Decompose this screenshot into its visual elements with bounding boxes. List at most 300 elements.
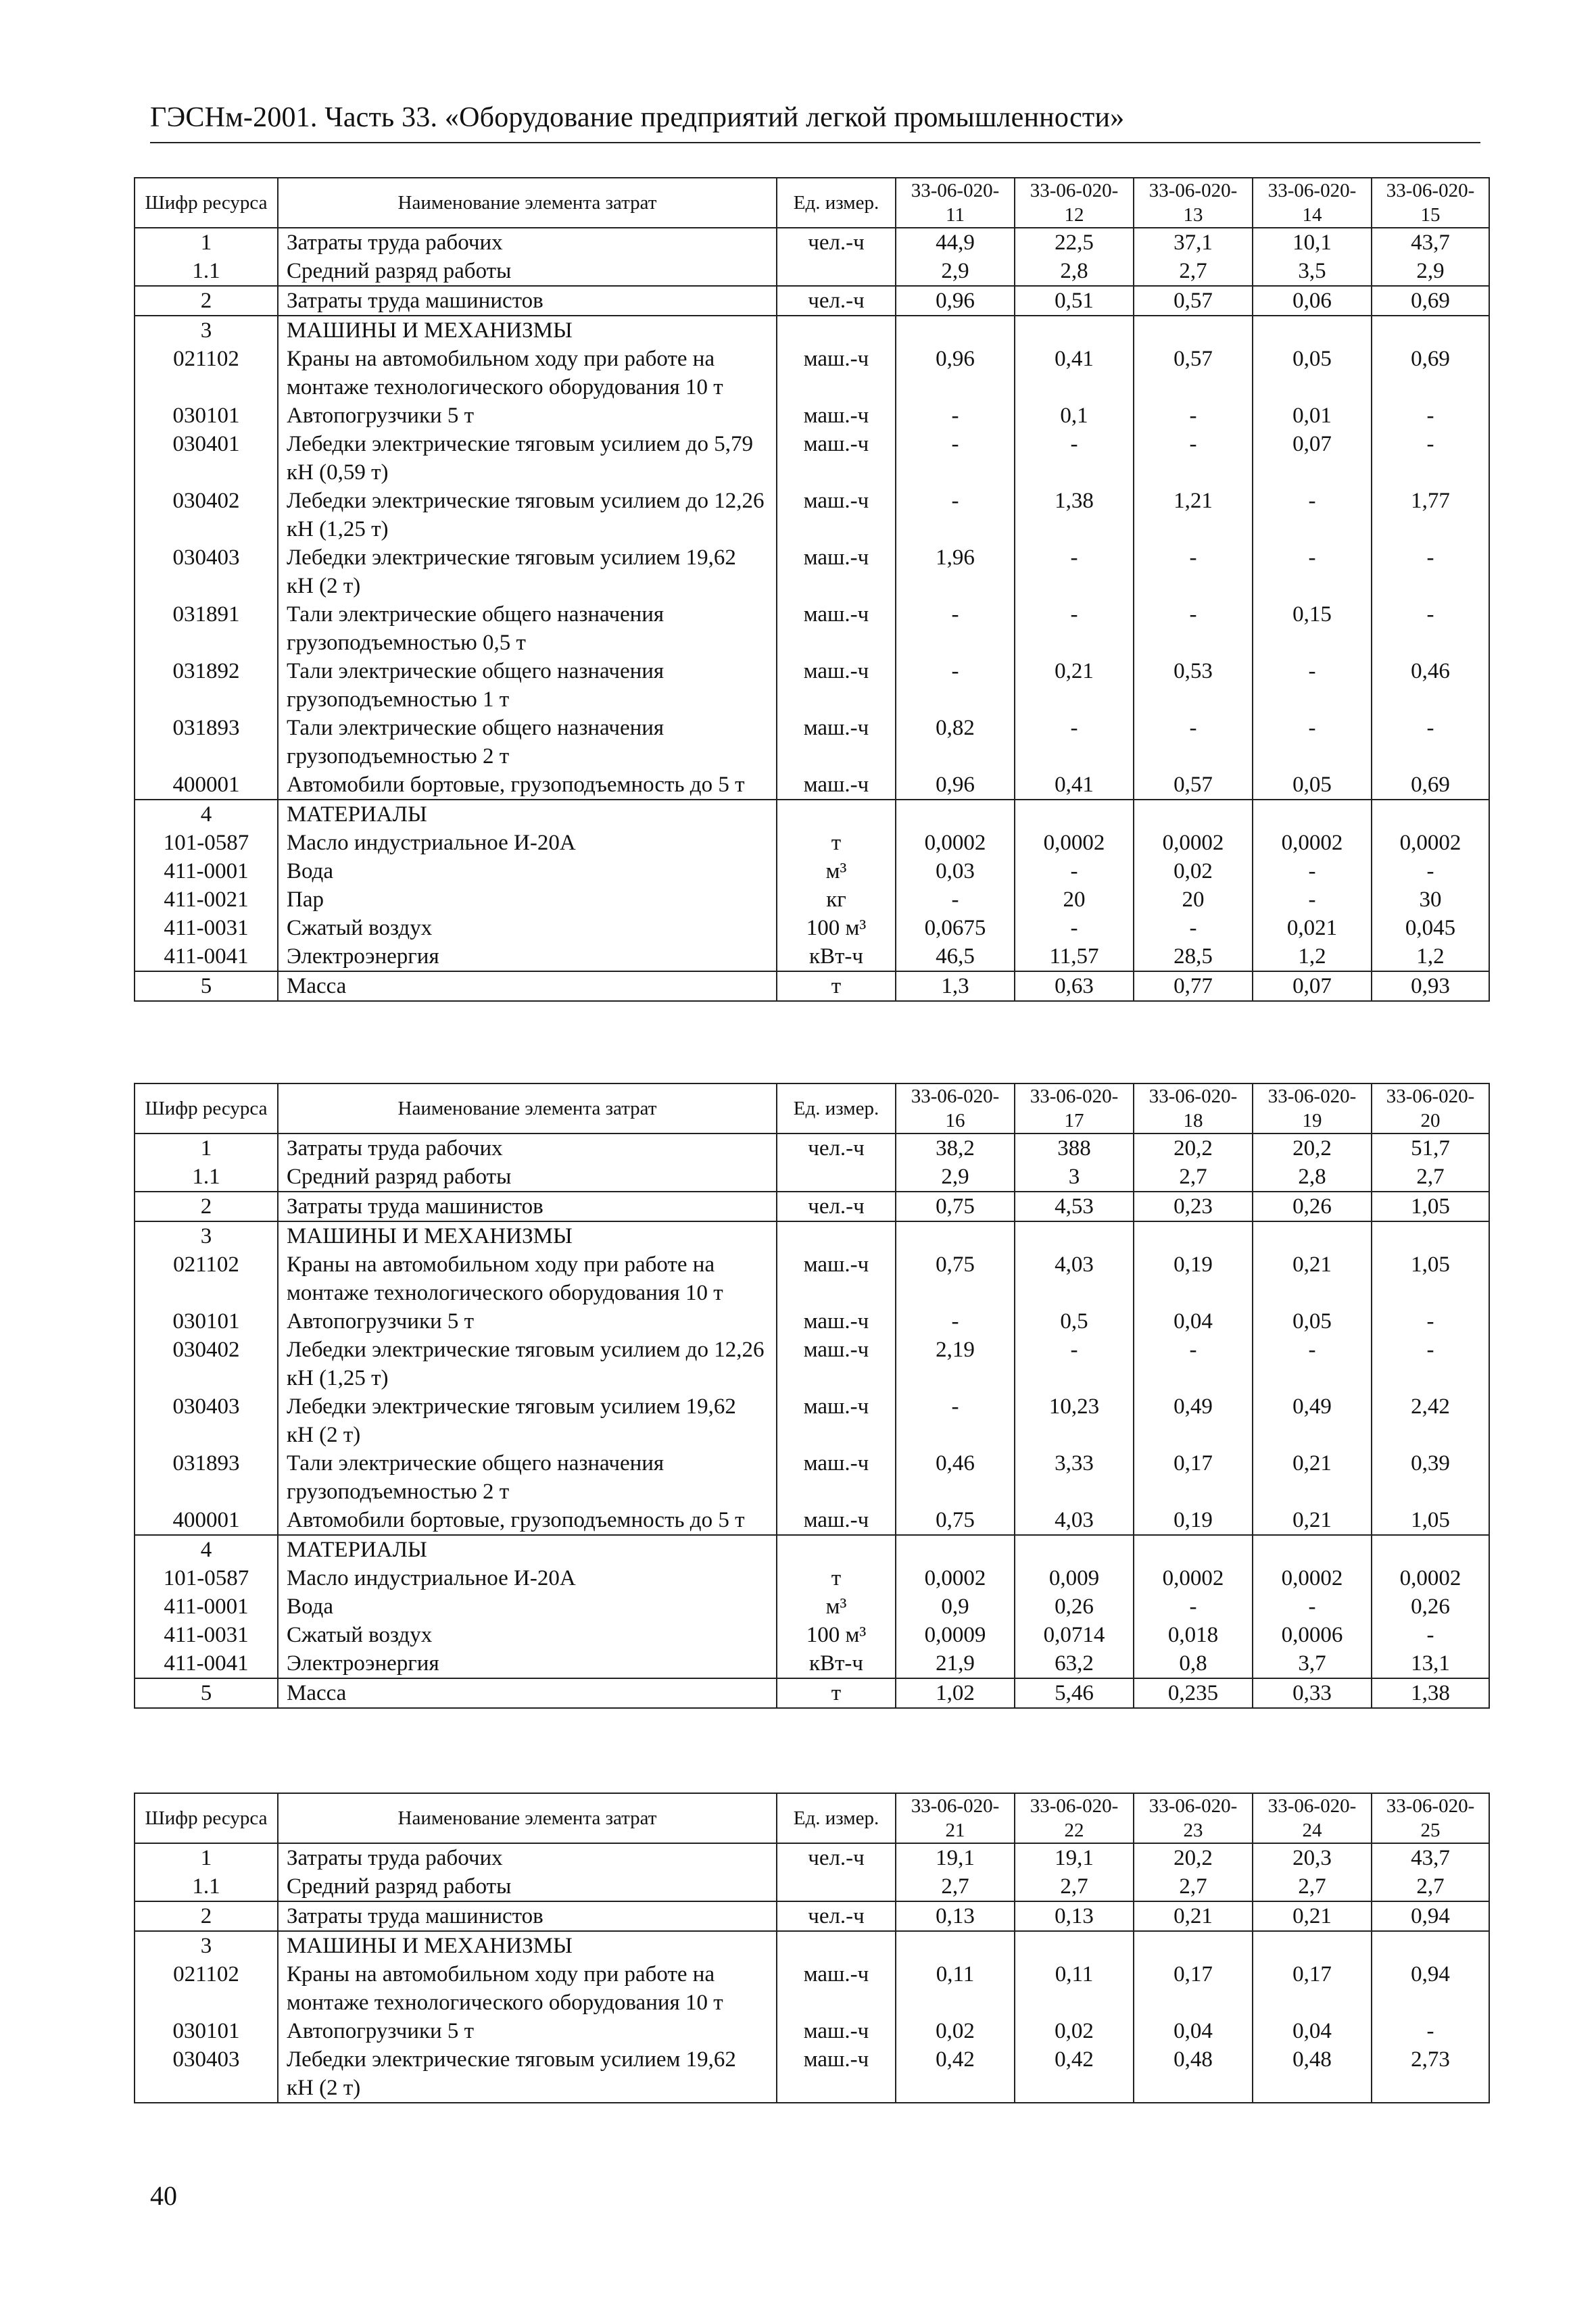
value-cell: 0,96 [896,286,1015,316]
unit-cell [777,1872,896,1901]
value-cell: 0,0002 [1253,829,1372,857]
resource-code: 411-0031 [135,1621,278,1649]
value-cell: 0,17 [1134,1960,1253,2017]
table-row [135,1678,1489,1708]
value-cell: 0,045 [1372,914,1489,942]
value-cell [1015,1931,1134,1960]
cost-element-name: Пар [278,885,777,914]
value-cell: 2,7 [1134,257,1253,286]
page-header: ГЭСНм-2001. Часть 33. «Оборудование предприятий легкой промышленности» [150,102,1125,133]
cost-element-name: Лебедки электрические тяговым усилием до 12,26 кН (1,25 т) [278,1336,777,1392]
value-cell: - [1134,714,1253,771]
value-cell: - [896,487,1015,543]
resource-code: 021102 [135,345,278,401]
header-norm-code: 33-06-020-20 [1372,1083,1489,1134]
value-cell: 0,13 [896,1901,1015,1931]
unit-cell: чел.-ч [777,1134,896,1163]
value-cell: 0,96 [896,771,1015,800]
value-cell: 1,2 [1253,942,1372,971]
value-cell: 0,39 [1372,1449,1489,1506]
unit-cell: маш.-ч [777,1392,896,1449]
value-cell: 0,63 [1015,971,1134,1001]
value-cell: 20,2 [1253,1134,1372,1163]
value-cell: 1,38 [1372,1678,1489,1708]
cost-element-name: Затраты труда машинистов [278,286,777,316]
value-cell: 0,05 [1253,345,1372,401]
value-cell: 0,75 [896,1192,1015,1221]
value-cell: 4,53 [1015,1192,1134,1221]
header-norm-code: 33-06-020-21 [896,1793,1015,1843]
value-cell [1015,800,1134,829]
resource-code: 411-0041 [135,1649,278,1678]
cost-element-name: МАШИНЫ И МЕХАНИЗМЫ [278,1221,777,1250]
value-cell: 0,235 [1134,1678,1253,1708]
cost-element-name: Масло индустриальное И-20А [278,829,777,857]
value-cell [1372,1221,1489,1250]
cost-element-name: Тали электрические общего назначения грузоподъемностью 2 т [278,714,777,771]
unit-cell: маш.-ч [777,2045,896,2103]
value-cell: 0,9 [896,1592,1015,1621]
header-resource-code: Шифр ресурса [135,178,278,228]
unit-cell: маш.-ч [777,1449,896,1506]
value-cell: 0,82 [896,714,1015,771]
header-norm-code: 33-06-020-18 [1134,1083,1253,1134]
header-cost-element: Наименование элемента затрат [278,178,777,228]
value-cell: 0,75 [896,1250,1015,1307]
value-cell: - [1372,1307,1489,1336]
unit-cell: маш.-ч [777,1336,896,1392]
resource-code: 021102 [135,1960,278,2017]
unit-cell: маш.-ч [777,1250,896,1307]
resource-code: 3 [135,316,278,345]
value-cell: 1,3 [896,971,1015,1001]
value-cell: 22,5 [1015,228,1134,257]
table-row [135,543,1489,600]
value-cell [1253,1221,1372,1250]
value-cell: - [896,401,1015,430]
table-row [135,487,1489,543]
unit-cell: т [777,1678,896,1708]
value-cell [1372,1535,1489,1564]
value-cell: 0,0714 [1015,1621,1134,1649]
value-cell: 10,1 [1253,228,1372,257]
value-cell: - [1372,857,1489,885]
resource-code: 101-0587 [135,1564,278,1592]
value-cell: 1,21 [1134,487,1253,543]
unit-cell: маш.-ч [777,487,896,543]
value-cell: 0,48 [1253,2045,1372,2103]
value-cell: 0,021 [1253,914,1372,942]
value-cell: 30 [1372,885,1489,914]
unit-cell: т [777,829,896,857]
value-cell: 2,73 [1372,2045,1489,2103]
cost-element-name: Автопогрузчики 5 т [278,1307,777,1336]
value-cell: - [1372,600,1489,657]
unit-cell: чел.-ч [777,228,896,257]
resource-code: 031893 [135,1449,278,1506]
value-cell: 0,04 [1253,2017,1372,2045]
header-norm-code: 33-06-020-14 [1253,178,1372,228]
value-cell: 46,5 [896,942,1015,971]
unit-cell: кВт-ч [777,942,896,971]
value-cell: - [1134,914,1253,942]
value-cell: 0,0002 [1134,1564,1253,1592]
value-cell [1253,1931,1372,1960]
cost-element-name: Краны на автомобильном ходу при работе на монтаже технологического оборудования 10 т [278,1960,777,2017]
resource-code: 030101 [135,401,278,430]
value-cell: 0,26 [1372,1592,1489,1621]
value-cell: - [896,1392,1015,1449]
unit-cell: маш.-ч [777,2017,896,2045]
value-cell: 1,77 [1372,487,1489,543]
value-cell: 20,2 [1134,1843,1253,1872]
table-row [135,1250,1489,1307]
value-cell: 19,1 [1015,1843,1134,1872]
unit-cell [777,1931,896,1960]
value-cell [896,1535,1015,1564]
table-row [135,800,1489,829]
value-cell: 2,19 [896,1336,1015,1392]
value-cell [1134,1221,1253,1250]
table-row [135,316,1489,345]
resource-code: 411-0001 [135,857,278,885]
value-cell: - [1372,430,1489,487]
value-cell: 21,9 [896,1649,1015,1678]
value-cell [1253,1535,1372,1564]
value-cell: 0,93 [1372,971,1489,1001]
resource-code: 031891 [135,600,278,657]
value-cell: 20 [1015,885,1134,914]
value-cell: 2,7 [1253,1872,1372,1901]
unit-cell: маш.-ч [777,1307,896,1336]
page-number: 40 [150,2180,177,2211]
table-row [135,1307,1489,1336]
value-cell: 2,8 [1253,1163,1372,1192]
value-cell: 0,21 [1253,1506,1372,1535]
value-cell: 1,02 [896,1678,1015,1708]
table-row [135,1564,1489,1592]
value-cell: 11,57 [1015,942,1134,971]
unit-cell: м³ [777,1592,896,1621]
table-row [135,1649,1489,1678]
unit-cell: маш.-ч [777,1960,896,2017]
value-cell: - [1015,857,1134,885]
unit-cell [777,257,896,286]
cost-element-name: Автомобили бортовые, грузоподъемность до 5 т [278,771,777,800]
value-cell: - [1015,914,1134,942]
value-cell: 0,0675 [896,914,1015,942]
value-cell: 0,07 [1253,430,1372,487]
header-norm-code: 33-06-020-11 [896,178,1015,228]
header-unit: Ед. измер. [777,178,896,228]
value-cell: 0,53 [1134,657,1253,714]
value-cell: - [1134,543,1253,600]
unit-cell: м³ [777,857,896,885]
value-cell: 0,0002 [1015,829,1134,857]
cost-element-name: Масса [278,971,777,1001]
resource-code: 1 [135,1134,278,1163]
resource-code: 400001 [135,771,278,800]
table-row [135,600,1489,657]
value-cell: 44,9 [896,228,1015,257]
value-cell [1134,1535,1253,1564]
value-cell [896,316,1015,345]
value-cell: - [1253,1336,1372,1392]
value-cell [1134,800,1253,829]
value-cell: 0,02 [896,2017,1015,2045]
cost-element-name: Автомобили бортовые, грузоподъемность до 5 т [278,1506,777,1535]
value-cell: 0,49 [1253,1392,1372,1449]
resource-code: 400001 [135,1506,278,1535]
value-cell: 10,23 [1015,1392,1134,1449]
cost-element-name: Электроэнергия [278,942,777,971]
value-cell: 2,9 [896,257,1015,286]
resource-code: 1 [135,1843,278,1872]
cost-element-name: Средний разряд работы [278,1163,777,1192]
cost-element-name: Лебедки электрические тяговым усилием 19,62 кН (2 т) [278,2045,777,2103]
table-row [135,1901,1489,1931]
value-cell: 0,07 [1253,971,1372,1001]
value-cell: 0,46 [896,1449,1015,1506]
value-cell: 28,5 [1134,942,1253,971]
unit-cell [777,1221,896,1250]
table-row [135,885,1489,914]
value-cell [1015,316,1134,345]
value-cell: - [1372,714,1489,771]
cost-element-name: Тали электрические общего назначения грузоподъемностью 1 т [278,657,777,714]
value-cell: 0,1 [1015,401,1134,430]
value-cell: 1,05 [1372,1250,1489,1307]
unit-cell [777,1163,896,1192]
cost-element-name: Лебедки электрические тяговым усилием до 12,26 кН (1,25 т) [278,487,777,543]
value-cell: 63,2 [1015,1649,1134,1678]
value-cell: 0,0002 [1372,1564,1489,1592]
value-cell: 2,42 [1372,1392,1489,1449]
value-cell: 0,77 [1134,971,1253,1001]
value-cell: 1,05 [1372,1192,1489,1221]
value-cell: 0,02 [1015,2017,1134,2045]
resource-code: 1 [135,228,278,257]
value-cell: 3,5 [1253,257,1372,286]
value-cell: 0,009 [1015,1564,1134,1592]
resource-code: 1.1 [135,257,278,286]
value-cell: - [1253,885,1372,914]
cost-element-name: Средний разряд работы [278,1872,777,1901]
value-cell: 0,26 [1015,1592,1134,1621]
table-row [135,401,1489,430]
value-cell: 0,13 [1015,1901,1134,1931]
value-cell: 0,69 [1372,345,1489,401]
table-row [135,228,1489,257]
resource-code: 2 [135,286,278,316]
value-cell: - [1015,714,1134,771]
table-row [135,914,1489,942]
value-cell: - [1015,1336,1134,1392]
unit-cell: маш.-ч [777,657,896,714]
value-cell: 2,7 [896,1872,1015,1901]
value-cell: 0,19 [1134,1250,1253,1307]
unit-cell [777,316,896,345]
resource-code: 411-0001 [135,1592,278,1621]
header-norm-code: 33-06-020-25 [1372,1793,1489,1843]
resource-code: 030403 [135,2045,278,2103]
value-cell: 0,42 [1015,2045,1134,2103]
unit-cell: чел.-ч [777,286,896,316]
resource-table-1 [134,177,1490,1002]
resource-code: 5 [135,971,278,1001]
value-cell: 20,2 [1134,1134,1253,1163]
value-cell: 3,7 [1253,1649,1372,1678]
table-row [135,1163,1489,1192]
value-cell: 0,26 [1253,1192,1372,1221]
table-row [135,1336,1489,1392]
cost-element-name: Затраты труда рабочих [278,1134,777,1163]
cost-element-name: Автопогрузчики 5 т [278,2017,777,2045]
value-cell: 1,2 [1372,942,1489,971]
table-row [135,2045,1489,2103]
resource-code: 4 [135,800,278,829]
table-row [135,1843,1489,1872]
header-norm-code: 33-06-020-13 [1134,178,1253,228]
resource-code: 411-0031 [135,914,278,942]
unit-cell: маш.-ч [777,401,896,430]
resource-code: 1.1 [135,1872,278,1901]
value-cell: 0,51 [1015,286,1134,316]
value-cell: 0,96 [896,345,1015,401]
value-cell: 0,5 [1015,1307,1134,1336]
header-resource-code: Шифр ресурса [135,1793,278,1843]
table-row [135,345,1489,401]
value-cell: 51,7 [1372,1134,1489,1163]
value-cell: - [1134,401,1253,430]
value-cell: 2,9 [1372,257,1489,286]
header-norm-code: 33-06-020-23 [1134,1793,1253,1843]
value-cell: 13,1 [1372,1649,1489,1678]
value-cell: 0,41 [1015,345,1134,401]
value-cell: - [1253,487,1372,543]
value-cell: 0,0002 [896,1564,1015,1592]
value-cell: 2,9 [896,1163,1015,1192]
unit-cell: кг [777,885,896,914]
table-row [135,1872,1489,1901]
table-row [135,1960,1489,2017]
cost-element-name: МАШИНЫ И МЕХАНИЗМЫ [278,316,777,345]
table-row [135,714,1489,771]
resource-code: 3 [135,1931,278,1960]
resource-code: 2 [135,1192,278,1221]
value-cell [896,1931,1015,1960]
value-cell [896,1221,1015,1250]
cost-element-name: Затраты труда рабочих [278,1843,777,1872]
resource-code: 411-0041 [135,942,278,971]
value-cell: - [1253,857,1372,885]
value-cell: - [1015,543,1134,600]
value-cell: 0,75 [896,1506,1015,1535]
header-norm-code: 33-06-020-19 [1253,1083,1372,1134]
table-header-row [135,1793,1489,1843]
table-row [135,657,1489,714]
cost-element-name: Автопогрузчики 5 т [278,401,777,430]
cost-element-name: Затраты труда машинистов [278,1901,777,1931]
table-row [135,971,1489,1001]
value-cell: - [896,430,1015,487]
resource-code: 2 [135,1901,278,1931]
header-rule [150,142,1480,143]
table-row [135,1506,1489,1535]
table-row [135,1192,1489,1221]
value-cell: 1,38 [1015,487,1134,543]
unit-cell: т [777,1564,896,1592]
value-cell: - [1253,657,1372,714]
value-cell: 0,17 [1253,1960,1372,2017]
table-row [135,1931,1489,1960]
unit-cell: кВт-ч [777,1649,896,1678]
value-cell: - [1372,1621,1489,1649]
value-cell: 0,46 [1372,657,1489,714]
value-cell: - [1253,1592,1372,1621]
value-cell: 4,03 [1015,1250,1134,1307]
cost-element-name: Масса [278,1678,777,1708]
value-cell: 0,15 [1253,600,1372,657]
unit-cell: маш.-ч [777,543,896,600]
value-cell: 4,03 [1015,1506,1134,1535]
table-row [135,430,1489,487]
value-cell: - [1134,1592,1253,1621]
value-cell: 0,11 [896,1960,1015,2017]
value-cell: 0,57 [1134,771,1253,800]
header-unit: Ед. измер. [777,1083,896,1134]
cost-element-name: МАТЕРИАЛЫ [278,800,777,829]
unit-cell [777,1535,896,1564]
unit-cell: 100 м³ [777,914,896,942]
unit-cell: маш.-ч [777,714,896,771]
header-norm-code: 33-06-020-17 [1015,1083,1134,1134]
resource-code: 411-0021 [135,885,278,914]
value-cell: 20,3 [1253,1843,1372,1872]
value-cell: 0,69 [1372,771,1489,800]
value-cell: - [1372,2017,1489,2045]
table-row [135,771,1489,800]
value-cell: 0,0009 [896,1621,1015,1649]
resource-code: 5 [135,1678,278,1708]
header-norm-code: 33-06-020-12 [1015,178,1134,228]
value-cell: 0,19 [1134,1506,1253,1535]
resource-code: 030402 [135,1336,278,1392]
value-cell [1372,1931,1489,1960]
value-cell: 0,69 [1372,286,1489,316]
value-cell: - [896,600,1015,657]
unit-cell: маш.-ч [777,1506,896,1535]
header-cost-element: Наименование элемента затрат [278,1083,777,1134]
value-cell: 0,21 [1253,1449,1372,1506]
value-cell: 2,7 [1134,1872,1253,1901]
resource-code: 4 [135,1535,278,1564]
value-cell: - [1015,430,1134,487]
value-cell [1372,316,1489,345]
value-cell: 0,0002 [1372,829,1489,857]
value-cell: 20 [1134,885,1253,914]
resource-code: 030101 [135,2017,278,2045]
unit-cell: маш.-ч [777,345,896,401]
value-cell: 0,018 [1134,1621,1253,1649]
value-cell [1015,1535,1134,1564]
value-cell: 0,03 [896,857,1015,885]
value-cell: 1,05 [1372,1506,1489,1535]
resource-code: 030403 [135,1392,278,1449]
cost-element-name: Вода [278,1592,777,1621]
value-cell: - [1253,714,1372,771]
value-cell: 0,0002 [1253,1564,1372,1592]
